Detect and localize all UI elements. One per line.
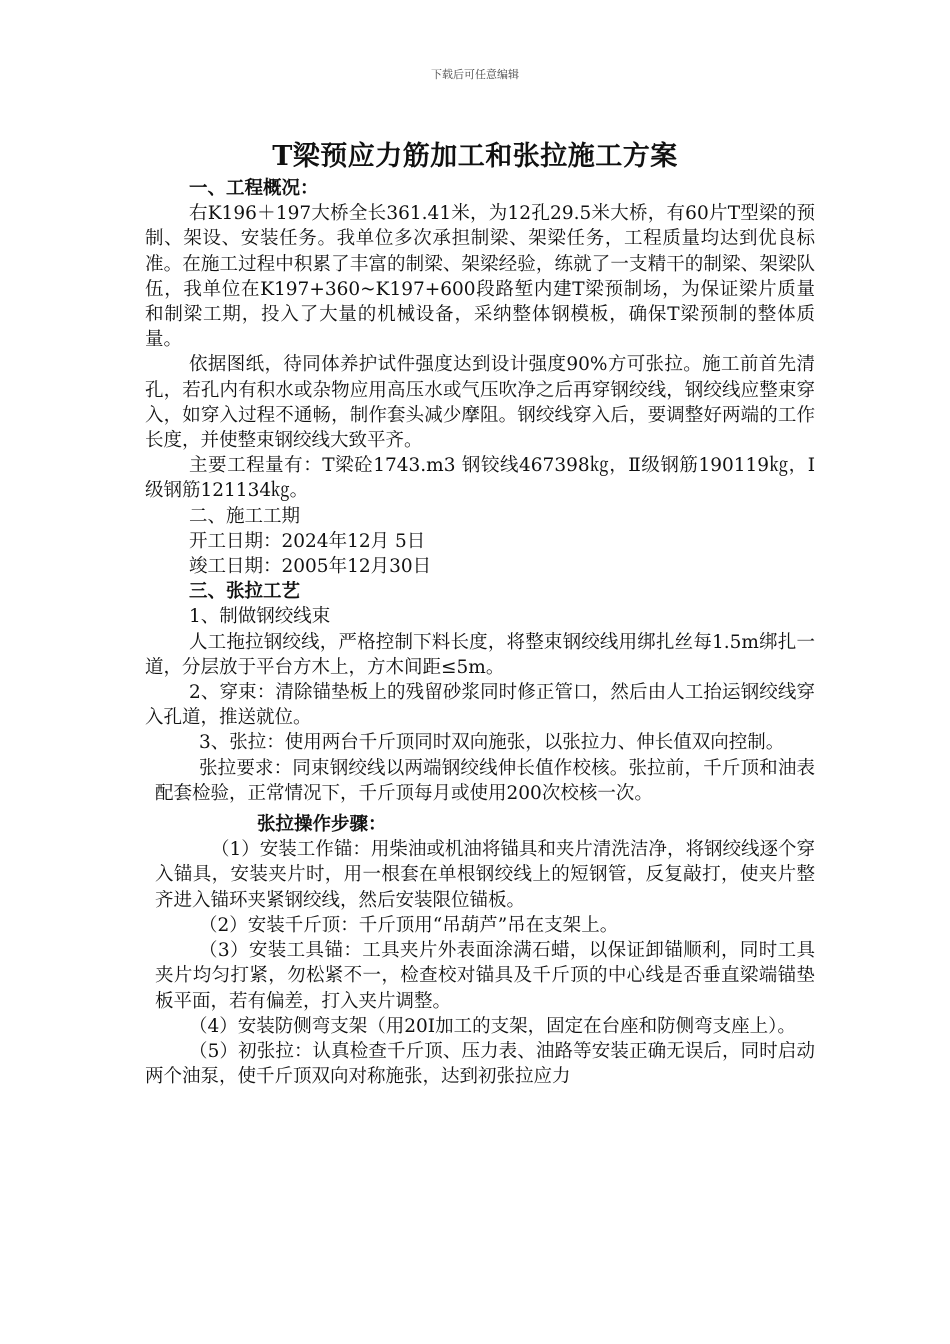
item-3-text: 3、张拉：使用两台千斤顶同时双向施张，以张拉力、伸长值双向控制。: [199, 732, 785, 754]
end-date: 竣工日期：2005年12月30日: [189, 556, 432, 578]
document-title: T梁预应力筋加工和张拉施工方案: [272, 141, 678, 172]
start-date: 开工日期：2024年12月 5日: [189, 530, 426, 552]
item-1-heading: 1、制做钢绞线束: [189, 606, 331, 628]
step-4: （4）安装防侧弯支架（用20I加工的支架，固定在台座和防侧弯支座上）。: [189, 1015, 796, 1037]
paragraph-overview: 右K196＋197大桥全长361.41米，为12孔29.5米大桥，有60片T型梁的预制、架设、安装任务。我单位多次承担制梁、架梁任务，工程质量均达到优良标准。在施工过程中积累了丰富的制梁、架梁经验，练就了一支精干的制梁、架梁队伍，我单位在K197+360~K197+600段路堑内建T梁预制场，为保证梁片质量和制梁工期，投入了大量的机械设备，采纳整体钢模板，确保T梁预制的整体质量。: [145, 203, 815, 351]
header-note: 下载后可任意编辑: [431, 68, 519, 81]
tension-requirements: 张拉要求：同束钢绞线以两端钢绞线伸长值作校核。张拉前，千斤顶和油表配套检验，正常情况下，千斤顶每月或使用200次校核一次。: [155, 757, 815, 804]
paragraph-basis: 依据图纸，待同体养护试件强度达到设计强度90%方可张拉。施工前首先清孔，若孔内有积水或杂物应用高压水或气压吹净之后再穿钢绞线，钢绞线应整束穿入，如穿入过程不通畅，制作套头减少摩阻。钢绞线穿入后，要调整好两端的工作长度，并使整束钢绞线大致平齐。: [145, 354, 815, 452]
section-heading-overview: 一、工程概况：: [189, 178, 319, 199]
step-3: （3）安装工具锚：工具夹片外表面涂满石蜡，以保证卸锚顺利，同时工具夹片均匀打紧，勿松紧不一，检查校对锚具及千斤顶的中心线是否垂直梁端锚垫板平面，若有偏差，打入夹片调整。: [155, 940, 815, 1012]
steps-heading: 张拉操作步骤：: [257, 814, 387, 836]
document-body: [145, 176, 815, 1089]
section-heading-process: 三、张拉工艺: [189, 581, 301, 603]
item-1-text: 人工拖拉钢绞线，严格控制下料长度，将整束钢绞线用绑扎丝每1.5m绑扎一道，分层放于平台方木上，方木间距≤5m。: [145, 631, 815, 678]
section-heading-schedule: 二、施工工期: [189, 505, 301, 527]
item-2-text: 2、穿束：清除锚垫板上的残留砂浆同时修正管口，然后由人工抬运钢绞线穿入孔道，推送就位。: [145, 682, 815, 729]
step-1: （1）安装工作锚：用柴油或机油将锚具和夹片清洗洁净，将钢绞线逐个穿入锚具，安装夹片时，用一根套在单根钢绞线上的短钢管，反复敲打，使夹片整齐进入锚环夹紧钢绞线，然后安装限位锚板。: [155, 839, 815, 911]
step-5: （5）初张拉：认真检查千斤顶、压力表、油路等安装正确无误后，同时启动两个油泵，使千斤顶双向对称施张，达到初张拉应力: [145, 1040, 815, 1088]
paragraph-quantities: 主要工程量有：T梁砼1743.m3 钢铰线467398㎏，Ⅱ级钢筋190119㎏，Ⅰ级钢筋121134㎏。: [145, 455, 815, 502]
step-2: （2）安装千斤顶：千斤顶用“吊葫芦”吊在支架上。: [199, 914, 619, 936]
